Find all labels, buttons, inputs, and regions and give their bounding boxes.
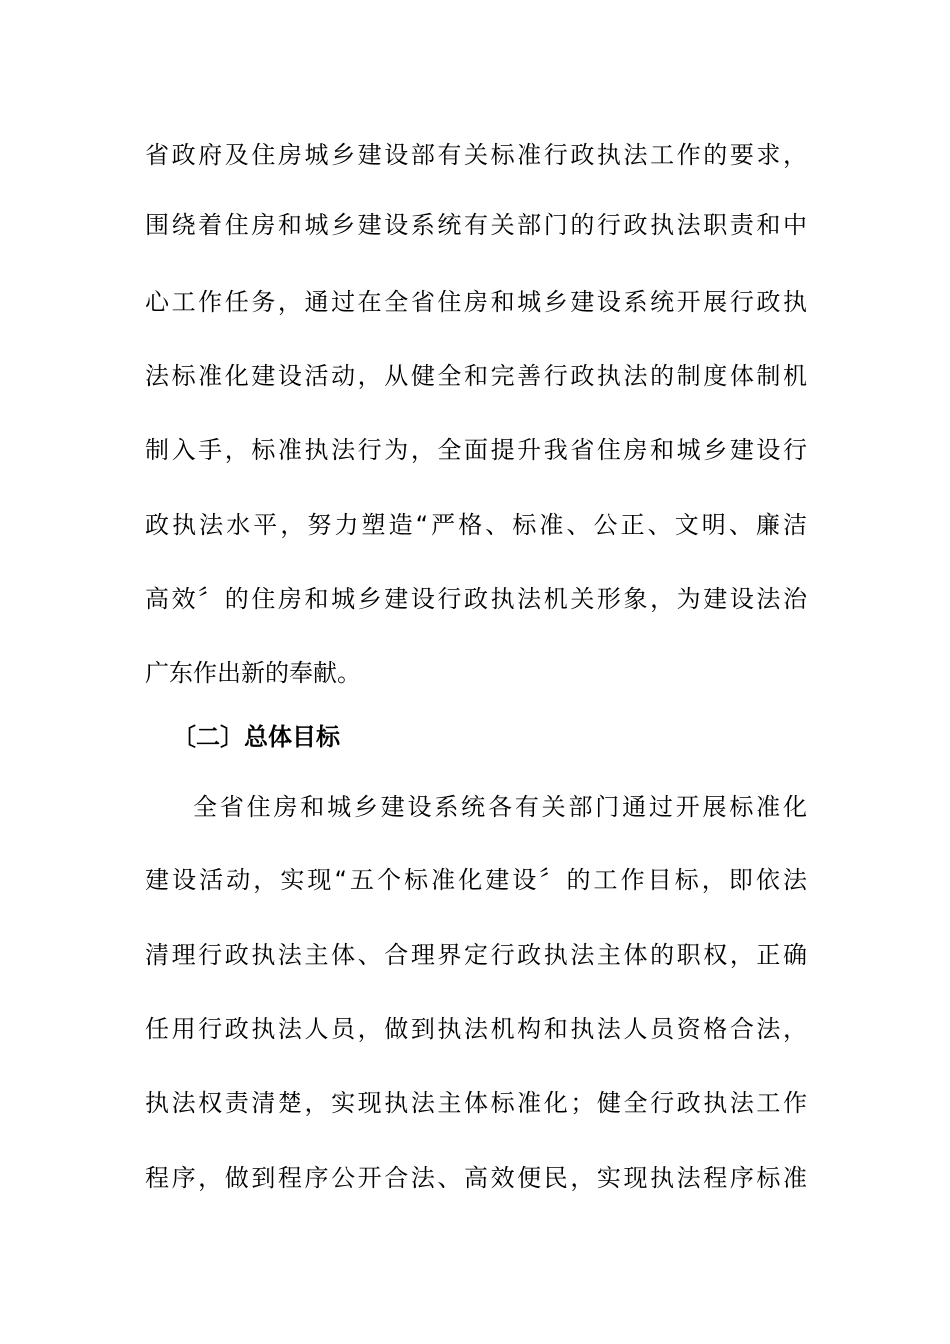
paragraph-line: 全省住房和城乡建设系统各有关部门通过开展标准化 bbox=[193, 793, 807, 821]
paragraph-line: 任用行政执法人员，做到执法机构和执法人员资格合法， bbox=[145, 1015, 807, 1043]
paragraph-line: 程序，做到程序公开合法、高效便民，实现执法程序标准 bbox=[145, 1164, 807, 1192]
section-heading: 〔二〕总体目标 bbox=[172, 723, 340, 751]
paragraph-line: 广东作出新的奉献。 bbox=[145, 659, 361, 687]
paragraph-line: 建设活动，实现“五个标准化建设〞的工作目标，即依法 bbox=[145, 866, 807, 894]
paragraph-line: 政执法水平，努力塑造“严格、标准、公正、文明、廉洁 bbox=[145, 511, 807, 539]
paragraph-line: 制入手，标准执法行为，全面提升我省住房和城乡建设行 bbox=[145, 436, 807, 464]
paragraph-line: 法标准化建设活动，从健全和完善行政执法的制度体制机 bbox=[145, 362, 807, 390]
paragraph-line: 执法权责清楚，实现执法主体标准化；健全行政执法工作 bbox=[145, 1089, 807, 1117]
paragraph-line: 省政府及住房城乡建设部有关标准行政执法工作的要求， bbox=[145, 141, 807, 169]
paragraph-line: 心工作任务，通过在全省住房和城乡建设系统开展行政执 bbox=[145, 288, 807, 316]
paragraph-line: 高效〞的住房和城乡建设行政执法机关形象，为建设法治 bbox=[145, 585, 807, 613]
paragraph-line: 围绕着住房和城乡建设系统有关部门的行政执法职责和中 bbox=[145, 211, 807, 239]
paragraph-line: 清理行政执法主体、合理界定行政执法主体的职权，正确 bbox=[145, 941, 807, 969]
